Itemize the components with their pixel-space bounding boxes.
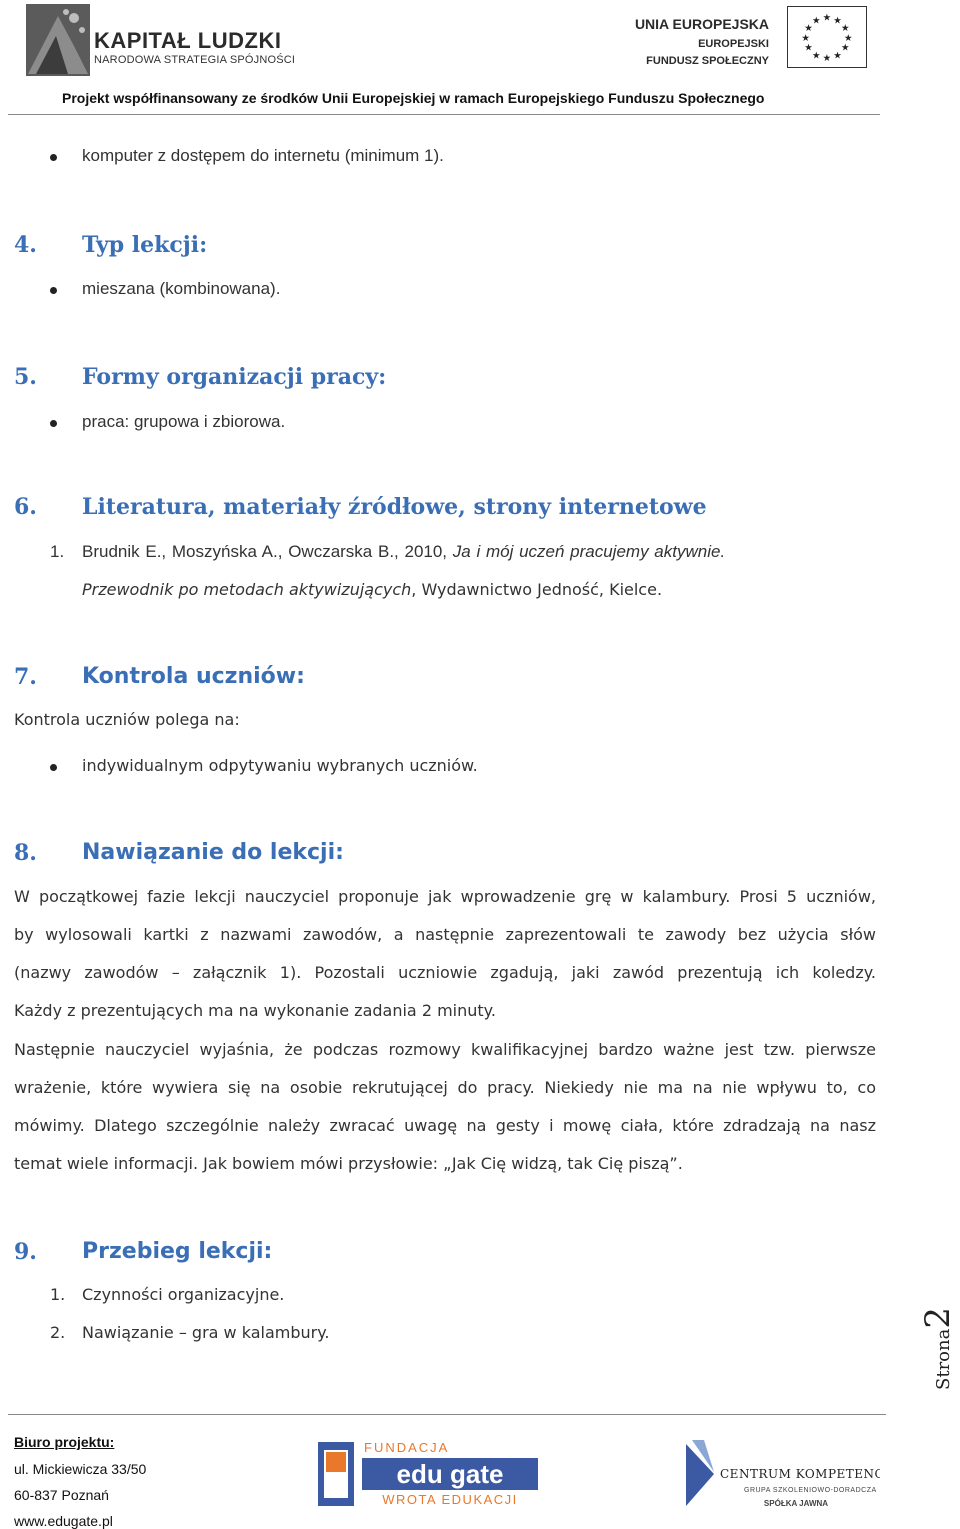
svg-text:★: ★ bbox=[841, 23, 850, 35]
ck-sub2-text: SPÓŁKA JAWNA bbox=[763, 1499, 829, 1508]
paragraph-line: by wylosowali kartki z nazwami zawodów, a następnie zaprezentowali te zawody bez użycia słów bbox=[14, 925, 876, 944]
section-4-number: 4. bbox=[14, 232, 37, 258]
paragraph-line: Następnie nauczyciel wyjaśnia, że podczas rozmowy kwalifikacyjnej bardzo ważne jest tzw. pierwsze bbox=[14, 1040, 876, 1059]
eu-logo-line-1: UNIA EUROPEJSKA bbox=[634, 16, 769, 32]
page-number-mark bbox=[918, 1290, 960, 1400]
eu-flag-icon bbox=[787, 6, 867, 68]
bullet-icon bbox=[50, 287, 57, 294]
step-text: Nawiązanie – gra w kalambury. bbox=[82, 1323, 330, 1342]
edu-gate-logo bbox=[318, 1436, 540, 1510]
paragraph-line: wrażenie, które wywiera się na osobie rekrutującej do pracy. Niekiedy nie ma na nie wpływu to, co bbox=[14, 1078, 876, 1097]
kapital-ludzki-emblem-icon bbox=[22, 2, 94, 78]
edu-gate-top-text: FUNDACJA bbox=[364, 1440, 450, 1455]
paragraph-line: Każdy z prezentujących ma na wykonanie zadania 2 minuty. bbox=[14, 1001, 496, 1020]
bullet-icon bbox=[50, 154, 57, 161]
section-7-intro: Kontrola uczniów polega na: bbox=[14, 710, 240, 729]
section-4-title: Typ lekcji: bbox=[82, 232, 208, 258]
page-number: 2 bbox=[918, 1307, 958, 1329]
svg-text:★: ★ bbox=[822, 53, 832, 65]
literature-subtitle: Przewodnik po metodach aktywizujących bbox=[82, 580, 412, 599]
svg-text:★: ★ bbox=[804, 23, 813, 35]
list-item: indywidualnym odpytywaniu wybranych uczniów. bbox=[82, 756, 478, 775]
project-funding-note: Projekt współfinansowany ze środków Unii Europejskiej w ramach Europejskiego Funduszu Społecznego bbox=[62, 90, 765, 106]
literature-publisher: , Wydawnictwo Jedność, Kielce. bbox=[411, 580, 663, 599]
svg-text:★: ★ bbox=[841, 42, 850, 54]
step-number: 2. bbox=[50, 1323, 66, 1342]
svg-text:★: ★ bbox=[812, 50, 821, 62]
section-5-number: 5. bbox=[14, 364, 37, 390]
page-word: Strona bbox=[933, 1328, 954, 1390]
literature-item-line-2 bbox=[82, 580, 662, 599]
svg-text:★: ★ bbox=[804, 42, 813, 54]
kapital-ludzki-title: KAPITAŁ LUDZKI bbox=[94, 28, 282, 53]
ck-sub-text: GRUPA SZKOLENIOWO-DORADCZA bbox=[744, 1487, 877, 1494]
office-street: ul. Mickiewicza 33/50 bbox=[14, 1461, 147, 1477]
ck-main-text: CENTRUM KOMPETENCJI bbox=[720, 1467, 880, 1481]
section-9-title: Przebieg lekcji: bbox=[82, 1239, 273, 1264]
bullet-icon bbox=[50, 764, 57, 771]
eu-logo-line-3: FUNDUSZ SPOŁECZNY bbox=[646, 55, 769, 67]
paragraph-line: temat wiele informacji. Jak bowiem mówi przysłowie: „Jak Cię widzą, tak Cię piszą”. bbox=[14, 1154, 683, 1173]
office-website: www.edugate.pl bbox=[14, 1513, 113, 1529]
step-number: 1. bbox=[50, 1285, 66, 1304]
eu-logo-line-2: EUROPEJSKI bbox=[698, 38, 769, 50]
section-7-number: 7. bbox=[14, 664, 37, 690]
section-6-title: Literatura, materiały źródłowe, strony internetowe bbox=[82, 494, 707, 520]
bullet-icon bbox=[50, 420, 57, 427]
edu-gate-bottom-text: WROTA EDUKACJI bbox=[382, 1492, 518, 1507]
svg-text:★: ★ bbox=[812, 15, 821, 27]
svg-text:★: ★ bbox=[833, 15, 842, 27]
centrum-kompetencji-logo-graphic bbox=[684, 1436, 880, 1516]
literature-item-number: 1. bbox=[50, 542, 65, 561]
list-item: praca: grupowa i zbiorowa. bbox=[82, 412, 286, 431]
literature-authors: Brudnik E., Moszyńska A., Owczarska B., 2010, bbox=[82, 542, 448, 561]
office-city: 60-837 Poznań bbox=[14, 1487, 109, 1503]
footer-divider bbox=[8, 1414, 886, 1415]
svg-text:★: ★ bbox=[801, 32, 811, 44]
paragraph-line: mówimy. Dlatego szczególnie należy zwracać uwagę na gesty i mowę ciała, które zdradzają na nasz bbox=[14, 1116, 876, 1135]
list-item: mieszana (kombinowana). bbox=[82, 279, 281, 298]
eu-logo bbox=[635, 6, 867, 78]
section-8-number: 8. bbox=[14, 840, 37, 866]
office-label: Biuro projektu: bbox=[14, 1434, 115, 1450]
section-5-title: Formy organizacji pracy: bbox=[82, 364, 387, 390]
centrum-kompetencji-logo bbox=[684, 1436, 880, 1516]
section-8-title: Nawiązanie do lekcji: bbox=[82, 840, 344, 865]
kapital-ludzki-subtitle: NARODOWA STRATEGIA SPÓJNOŚCI bbox=[94, 54, 296, 66]
header-divider bbox=[8, 114, 880, 115]
step-text: Czynności organizacyjne. bbox=[82, 1285, 285, 1304]
paragraph-line: (nazwy zawodów – załącznik 1). Pozostali uczniowie zgadują, jaki zawód prezentują ich koledzy. bbox=[14, 963, 876, 982]
kapital-ludzki-logo bbox=[22, 2, 296, 82]
edu-gate-main-text: edu gate bbox=[396, 1459, 504, 1489]
list-item: komputer z dostępem do internetu (minimum 1). bbox=[82, 146, 444, 165]
svg-text:★: ★ bbox=[833, 50, 842, 62]
edu-gate-logo-graphic bbox=[318, 1436, 540, 1510]
literature-title: Ja i mój uczeń pracujemy aktywnie. bbox=[452, 542, 726, 561]
page-number-mark-text bbox=[918, 1307, 958, 1390]
literature-item bbox=[82, 542, 725, 562]
svg-text:★: ★ bbox=[843, 32, 853, 44]
section-7-title: Kontrola uczniów: bbox=[82, 664, 305, 689]
paragraph-line: W początkowej fazie lekcji nauczyciel proponuje jak wprowadzenie grę w kalambury. Prosi 5 uczniów, bbox=[14, 887, 876, 906]
section-9-number: 9. bbox=[14, 1239, 37, 1265]
svg-text:★: ★ bbox=[822, 12, 832, 24]
section-6-number: 6. bbox=[14, 494, 37, 520]
